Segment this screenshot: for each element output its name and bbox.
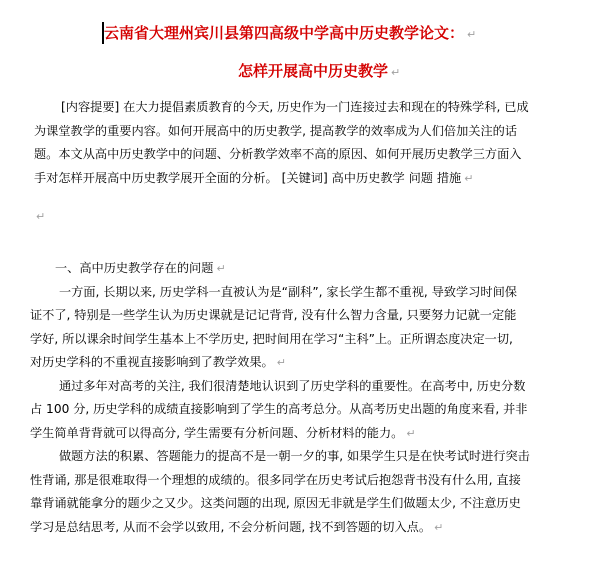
body-line-text: 学习是总结思考, 从而不会学以致用, 不会分析问题, 找不到答题的切入点。 [30, 519, 432, 534]
section-heading [55, 257, 610, 281]
abstract-paragraph [34, 96, 610, 190]
body-line: 性背诵, 那是很难取得一个理想的成绩的。很多同学在历史考试后抱怨背书没有什么用, 直接 [30, 472, 521, 487]
paragraph-mark-icon: ↵ [467, 28, 477, 41]
paragraph-mark-icon: ↵ [434, 520, 444, 534]
body-line: 证不了, 特别是一些学生认为历史课就是记记背背, 没有什么智力含量, 只要努力记就一定能 [30, 308, 517, 322]
abstract-line: 为课堂教学的重要内容。如何开展高中的历史教学, 提高教学的效率成为人们倍加关注的话 [34, 123, 518, 138]
empty-paragraph [36, 210, 45, 223]
body-line-text: 学生简单背背就可以得高分, 学生需要有分析问题、分析材料的能力。 [30, 425, 404, 440]
body-line-text: 对历史学科的不重视直接影响到了教学效果。 [30, 355, 274, 369]
body-line: 一方面, 长期以来, 历史学科一直被认为是“副科”, 家长学生都不重视, 导致学习时间保 [59, 284, 517, 299]
section-1 [30, 257, 610, 539]
section-heading-text: 一、高中历史教学存在的问题 [55, 261, 214, 275]
body-line: 占 100 分, 历史学科的成绩直接影响到了学生的高考总分。从高考历史出题的角度来看, 并非 [30, 402, 528, 416]
body-line: 靠背诵就能拿分的题少之又少。这类问题的出现, 原因无非就是学生们做题太少, 不注意历史 [30, 496, 521, 510]
body-line [30, 351, 610, 375]
body-line: 学好, 所以课余时间学生基本上不学历史, 把时间用在学习“主科”上。正所谓态度决定一切, [30, 331, 513, 346]
body-line: 做题方法的积累、答题能力的提高不是一朝一夕的事, 如果学生只是在快考试时进行突击 [59, 449, 530, 463]
body-line [30, 422, 610, 446]
title-line-1-text: 云南省大理州宾川县第四高级中学高中历史教学论文： [104, 24, 465, 42]
title-line-1 [104, 22, 476, 46]
abstract-line: [内容提要] 在大力提倡素质教育的今天, 历史作为一门连接过去和现在的特殊学科, 已成 [61, 100, 529, 114]
paragraph-mark-icon: ↵ [36, 210, 46, 223]
paragraph-mark-icon: ↵ [406, 426, 416, 440]
title-line-2 [238, 60, 400, 84]
paragraph-mark-icon: ↵ [276, 356, 286, 369]
body-line [30, 516, 610, 540]
title-line-2-text: 怎样开展高中历史教学 [238, 62, 389, 80]
abstract-line-text: 手对怎样开展高中历史教学展开全面的分析。 [关键词] 高中历史教学 问题 措施 [34, 170, 462, 185]
abstract-line: 题。本文从高中历史教学中的问题、分析教学效率不高的原因、如何开展历史教学三方面入 [34, 147, 522, 161]
body-line: 通过多年对高考的关注, 我们很清楚地认识到了历史学科的重要性。在高考中, 历史分数 [59, 378, 526, 393]
paragraph-mark-icon: ↵ [391, 66, 401, 79]
abstract-line [34, 167, 610, 191]
paragraph-mark-icon: ↵ [216, 262, 226, 275]
paragraph-mark-icon: ↵ [464, 171, 474, 185]
